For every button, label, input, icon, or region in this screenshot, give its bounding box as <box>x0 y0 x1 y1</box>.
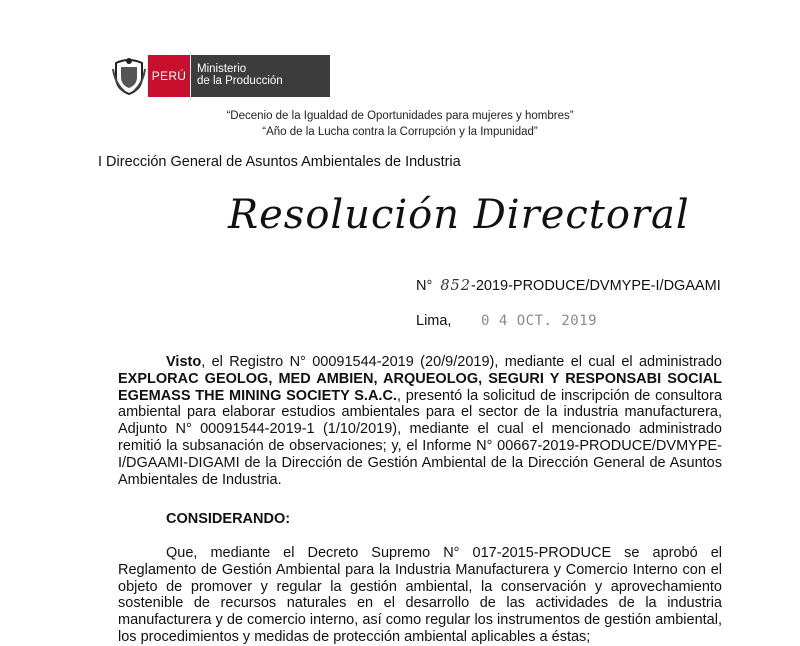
visto-text-2: , presentó la solicitud de inscripción de consultora ambiental para elaborar estudios ambientales para el sector de la industria manufacturera, Adjunto N° 00091544-2019-1 (1/10/2019), mediante el cual el mencionado administrado remitió la subsanación de observaciones; y, el Informe N° 00667-2019-PRODUCE/DVMYPE-I/DGAAMI-DIGAMI de la Dirección de Gestión Ambiental de la Dirección General de Asuntos Ambientales de Industria. <box>118 387 723 488</box>
logo-ministry-line1: Ministerio <box>197 63 247 75</box>
motto-line-1: “Decenio de la Igualdad de Oportunidades para mujeres y hombres” <box>226 110 574 122</box>
logo-peru <box>148 55 190 97</box>
motto-line-2: “Año de la Lucha contra la Corrupción y la Impunidad” <box>262 126 538 138</box>
date-stamp: 0 4 OCT. 2019 <box>481 313 598 329</box>
visto-paragraph <box>118 354 722 488</box>
considerando-p1-text: Que, mediante el Decreto Supremo N° 017-2015-PRODUCE se aprobó el Reglamento de Gestión Ambiental para la Industria Manufacturera y Comercio Interno con el objeto de promover y regular la gestión ambiental, la conservación y aprovechamiento sostenible de recursos naturales en el desarrollo de las actividades de la industria manufacturera y de comercio interno, así como regular los instrumentos de gestión ambiental, los procedimientos y medidas de protección ambiental aplicables a éstas; <box>118 545 722 645</box>
resolution-number-prefix: N° <box>416 278 433 294</box>
considerando-paragraph-1 <box>118 545 722 646</box>
resolution-number-handwritten: 852 <box>440 278 471 294</box>
visto-text-1: , el Registro N° 00091544-2019 (20/9/2019), mediante el cual el administrado <box>201 354 722 370</box>
logo-country-text: PERÚ <box>151 69 187 83</box>
place-label: Lima, <box>416 313 452 329</box>
coat-of-arms-icon <box>112 57 146 95</box>
resolution-number-suffix: -2019-PRODUCE/DVMYPE-I/DGAAMI <box>471 278 721 294</box>
considerando-heading: CONSIDERANDO: <box>166 511 291 527</box>
logo-ministry <box>191 55 330 97</box>
visto-lead: Visto <box>166 354 202 370</box>
company-name: EXPLORAC GEOLOG, MED AMBIEN, ARQUEOLOG, SEGURI Y RESPONSABI SOCIAL EGEMASS THE MINING SOCIETY S.A.C. <box>118 370 722 404</box>
directorate-heading: I Dirección General de Asuntos Ambientales de Industria <box>98 154 461 170</box>
logo-ministry-line2: de la Producción <box>197 75 283 87</box>
resolution-number <box>416 278 721 294</box>
document-title: Resolución Directoral <box>228 192 690 238</box>
